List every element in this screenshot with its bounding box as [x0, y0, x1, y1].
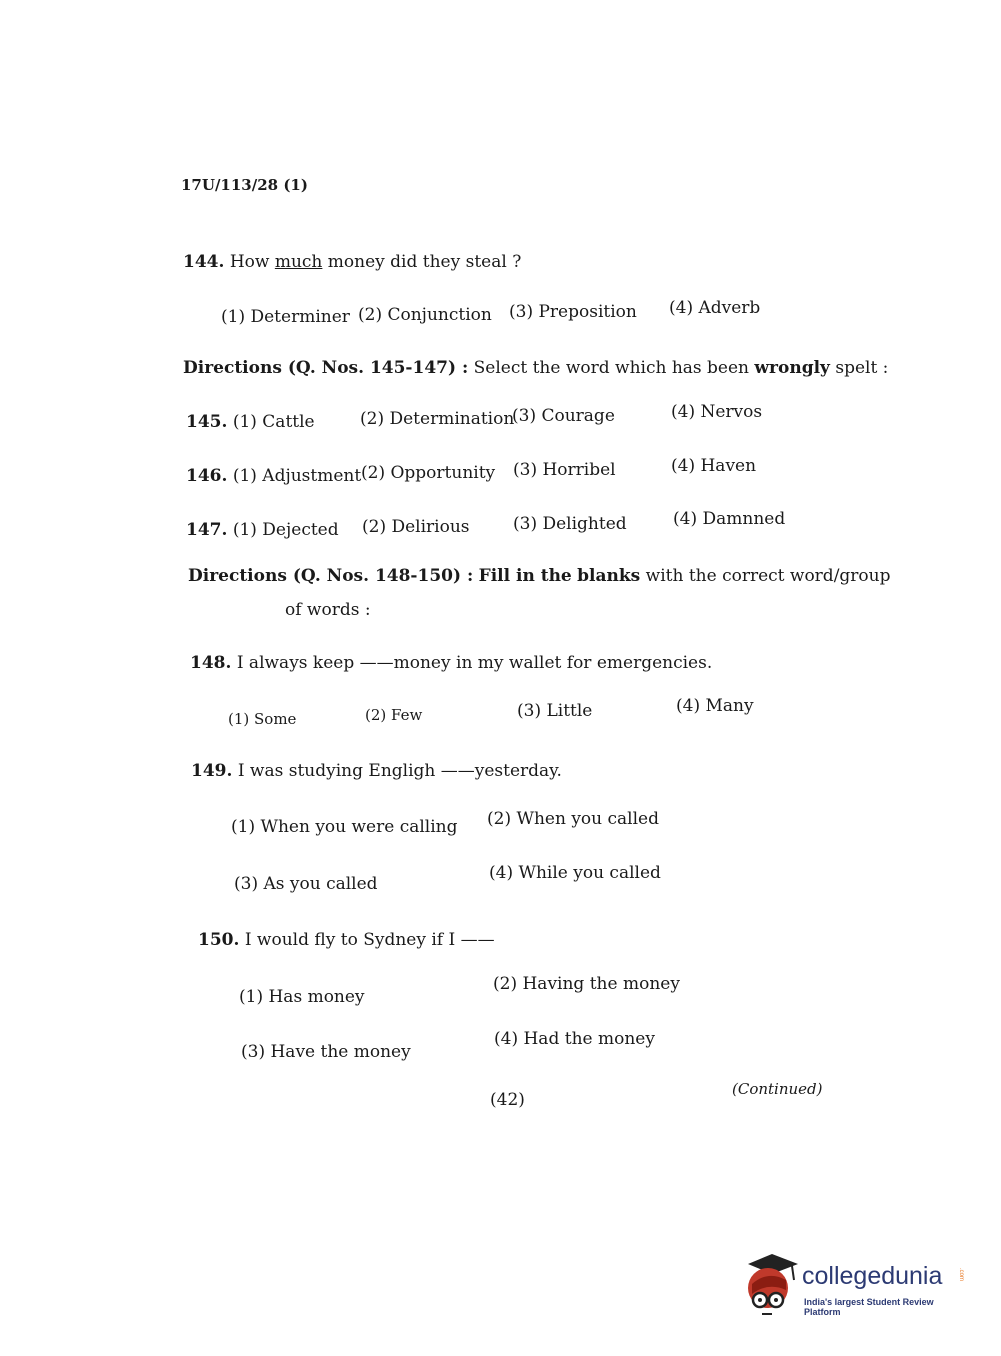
- paper-code: 17U/113/28 (1): [181, 176, 308, 194]
- directions-label: Directions (Q. Nos. 148-150) :: [188, 566, 474, 586]
- question-144: [183, 252, 521, 272]
- directions-label: Directions (Q. Nos. 145-147) :: [183, 358, 469, 378]
- option-145-3: (3) Courage: [512, 406, 615, 426]
- brand-dotcom: .com: [958, 1268, 964, 1282]
- question-text-pre: How: [229, 252, 270, 272]
- question-number: 148.: [190, 653, 232, 673]
- option-145-2: (2) Determination: [360, 409, 515, 429]
- option-147-2: (2) Delirious: [362, 517, 470, 537]
- question-149: [191, 761, 562, 781]
- option-145-4: (4) Nervos: [671, 402, 763, 422]
- question-147: [186, 520, 339, 540]
- option-146-3: (3) Horribel: [513, 460, 616, 480]
- directions-145-147: [183, 358, 888, 378]
- question-number: 145.: [186, 412, 228, 432]
- question-number: 147.: [186, 520, 228, 540]
- option-147-1: (1) Dejected: [232, 520, 339, 540]
- option-150-1: (1) Has money: [239, 987, 365, 1007]
- option-146-2: (2) Opportunity: [361, 463, 496, 483]
- directions-text-post: spelt :: [835, 358, 889, 378]
- option-150-3: (3) Have the money: [241, 1042, 411, 1062]
- question-number: 146.: [186, 466, 228, 486]
- directions-text: Fill in the: [478, 566, 572, 586]
- question-number: 150.: [198, 930, 240, 950]
- option-148-3: (3) Little: [517, 701, 593, 721]
- option-150-2: (2) Having the money: [493, 974, 680, 994]
- option-144-1: (1) Determiner: [221, 307, 350, 327]
- option-147-3: (3) Delighted: [513, 514, 627, 534]
- option-148-1: (1) Some: [228, 710, 297, 728]
- option-145-1: (1) Cattle: [232, 412, 315, 432]
- option-148-2: (2) Few: [365, 706, 423, 724]
- option-144-4: (4) Adverb: [669, 298, 761, 318]
- collegedunia-watermark: [742, 1250, 972, 1320]
- directions-text-post: with the correct word/group: [645, 566, 891, 586]
- option-147-4: (4) Damnned: [673, 509, 786, 529]
- question-text-post: money did they steal ?: [327, 252, 522, 272]
- option-150-4: (4) Had the money: [494, 1029, 655, 1049]
- option-149-1: (1) When you were calling: [231, 817, 458, 837]
- question-146: [186, 466, 361, 486]
- directions-bold: wrongly: [754, 358, 830, 378]
- brand-tagline: India's largest Student Review Platform: [804, 1297, 934, 1317]
- option-149-2: (2) When you called: [487, 809, 659, 829]
- question-150: [198, 930, 495, 950]
- question-145: [186, 412, 315, 432]
- option-146-4: (4) Haven: [671, 456, 757, 476]
- option-144-2: (2) Conjunction: [358, 305, 492, 325]
- option-144-3: (3) Preposition: [509, 302, 637, 322]
- directions-line2: of words :: [285, 600, 371, 620]
- directions-148-150: [188, 566, 891, 586]
- question-text: I was studying Engligh ——yesterday.: [237, 761, 562, 781]
- option-149-4: (4) While you called: [489, 863, 661, 883]
- page-number: (42): [490, 1090, 525, 1110]
- continued-label: (Continued): [732, 1080, 823, 1098]
- option-146-1: (1) Adjustment: [232, 466, 362, 486]
- question-text: I always keep ——money in my wallet for emergencies.: [236, 653, 713, 673]
- directions-bold: blanks: [577, 566, 641, 586]
- brand-name: collegedunia: [802, 1262, 943, 1290]
- option-149-3: (3) As you called: [234, 874, 378, 894]
- directions-text: Select the word which has been: [473, 358, 750, 378]
- question-148: [190, 653, 712, 673]
- question-text: I would fly to Sydney if I ——: [244, 930, 495, 950]
- underlined-word: much: [274, 252, 323, 272]
- question-number: 149.: [191, 761, 233, 781]
- mascot-icon: [742, 1250, 800, 1320]
- option-148-4: (4) Many: [676, 696, 754, 716]
- question-number: 144.: [183, 252, 225, 272]
